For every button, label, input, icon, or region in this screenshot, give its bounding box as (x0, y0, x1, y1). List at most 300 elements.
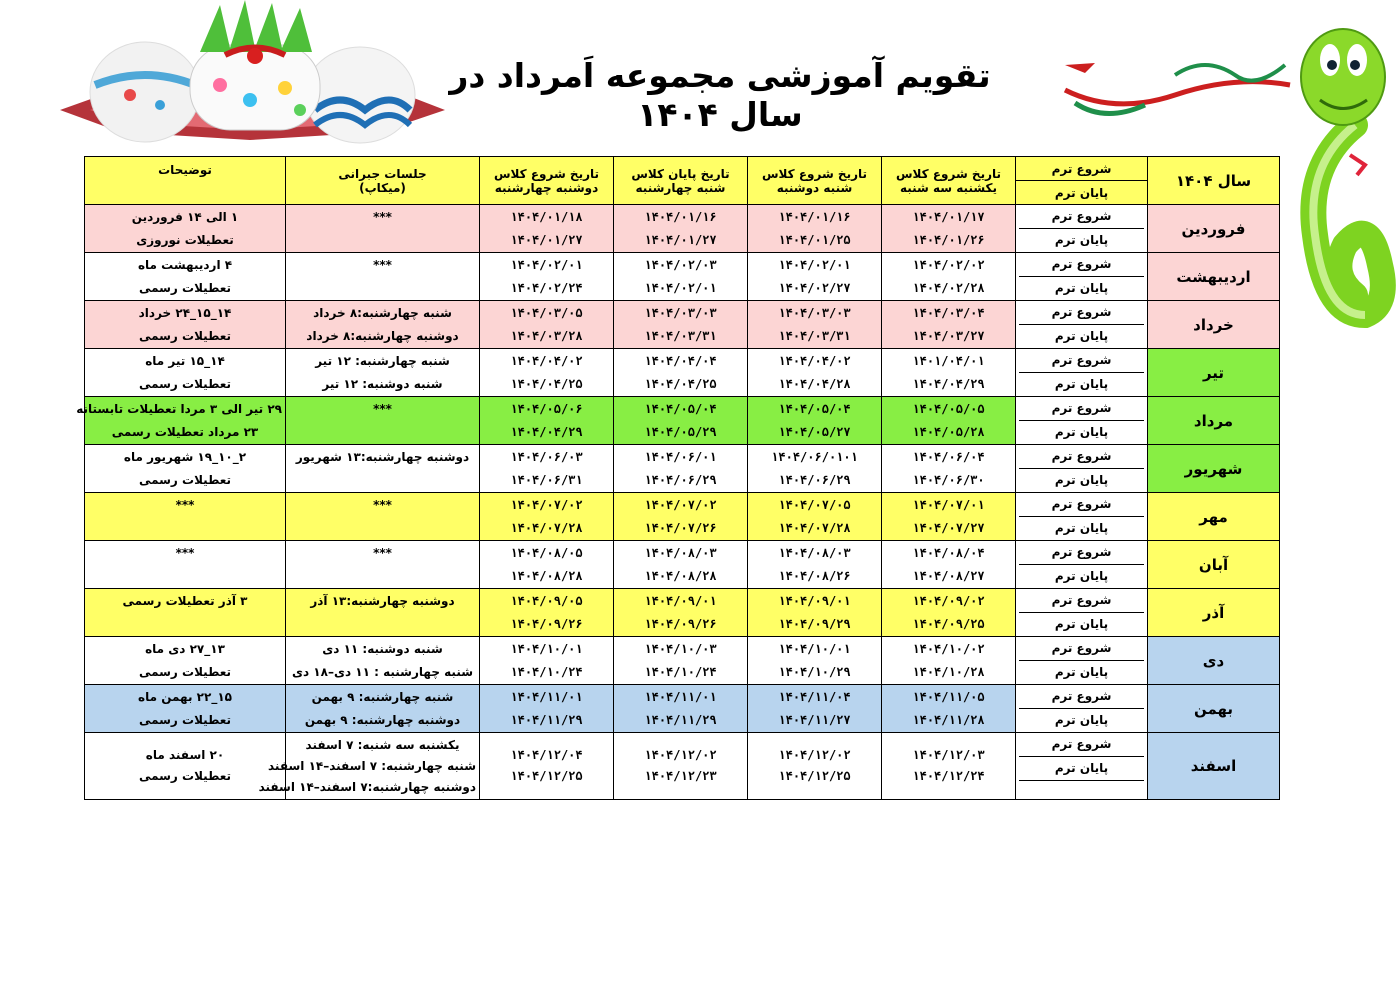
makeup-sessions (286, 493, 480, 541)
date-value: ۱۴۰۴/۰۹/۲۶ (644, 616, 717, 631)
makeup-line (289, 613, 476, 636)
date-value: ۱۴۰۴/۰۵/۲۸ (912, 424, 985, 439)
dates-sun-tue (882, 253, 1016, 301)
header-label-line: تاریخ شروع کلاس (896, 166, 1001, 181)
date-value: ۱۴۰۴/۰۳/۳۱ (644, 328, 717, 343)
makeup-line: *** (373, 257, 392, 272)
month-name: تیر (1148, 349, 1280, 397)
notes (85, 733, 286, 800)
header-col-sat-wed (614, 157, 748, 205)
dates-sat-wed (614, 493, 748, 541)
term-start-label: شروع ترم (1051, 401, 1112, 415)
makeup-line (289, 565, 476, 588)
term-labels (1016, 253, 1148, 301)
header-term-end: پایان ترم (1016, 181, 1148, 205)
date-value: ۱۴۰۴/۱۲/۲۴ (912, 769, 985, 783)
term-end-label: پایان ترم (1019, 276, 1144, 300)
makeup-line (289, 469, 476, 492)
dates-sat-mon (748, 541, 882, 589)
month-name: خرداد (1148, 301, 1280, 349)
date-value: ۱۴۰۴/۰۸/۰۳ (778, 545, 851, 560)
month-name: اردیبهشت (1148, 253, 1280, 301)
notes (85, 349, 286, 397)
term-end-label: پایان ترم (1019, 516, 1144, 540)
header-label-line: شنبه چهارشنبه (635, 180, 726, 195)
makeup-sessions (286, 397, 480, 445)
date-value: ۱۴۰۴/۰۸/۰۳ (644, 545, 717, 560)
note-line: ۱۵_۲۲ بهمن ماه (138, 689, 232, 704)
dates-mon-wed (480, 589, 614, 637)
notes (85, 541, 286, 589)
term-end-label: پایان ترم (1019, 468, 1144, 492)
date-value: ۱۴۰۴/۰۱/۱۷ (912, 209, 985, 224)
makeup-line (289, 517, 476, 540)
date-value: ۱۴۰۴/۰۳/۰۳ (778, 305, 851, 320)
term-end-label: پایان ترم (1019, 228, 1144, 252)
date-value: ۱۴۰۴/۱۲/۰۳ (912, 748, 985, 762)
date-value: ۱۴۰۴/۰۲/۰۱ (644, 280, 717, 295)
dates-sat-mon (748, 493, 882, 541)
makeup-line: دوشنبه چهارشنبه:۱۳ شهریور (295, 449, 470, 464)
date-value: ۱۴۰۴/۱۰/۲۴ (510, 664, 583, 679)
date-value: ۱۴۰۴/۰۷/۲۷ (912, 520, 985, 535)
dates-sat-wed (614, 445, 748, 493)
term-labels (1016, 301, 1148, 349)
notes (85, 205, 286, 253)
date-value: ۱۴۰۴/۰۳/۰۳ (644, 305, 717, 320)
makeup-sessions (286, 541, 480, 589)
date-value: ۱۴۰۴/۰۶/۰۴ (912, 449, 985, 464)
dates-mon-wed (480, 445, 614, 493)
term-start-label: شروع ترم (1051, 449, 1112, 463)
date-value: ۱۴۰۴/۰۱/۱۶ (644, 209, 717, 224)
date-value: ۱۴۰۴/۱۱/۲۷ (778, 712, 851, 727)
date-value: ۱۴۰۴/۰۹/۲۵ (912, 616, 985, 631)
note-line: تعطیلات رسمی (138, 472, 232, 487)
note-line: ۲۰ اسفند ماه (145, 748, 225, 762)
term-start-label: شروع ترم (1051, 353, 1112, 367)
date-value: ۱۴۰۴/۱۱/۰۴ (778, 689, 851, 704)
makeup-line: شنبه چهارشنبه: ۱۲ تیر (315, 353, 450, 368)
term-start-label: شروع ترم (1051, 593, 1112, 607)
makeup-line: شنبه چهارشنبه : ۱۱ دی–۱۸ دی (291, 664, 474, 679)
makeup-line: شنبه دوشنبه: ۱۲ تیر (322, 376, 443, 391)
date-value: ۱۴۰۴/۰۶/۳۰ (912, 472, 985, 487)
term-start-label: شروع ترم (1051, 689, 1112, 703)
header-label-line: (میکاپ) (359, 180, 406, 195)
header-row (85, 157, 1280, 181)
dates-sun-tue (882, 397, 1016, 445)
date-value: ۱۴۰۴/۱۲/۲۵ (510, 769, 583, 783)
month-row (85, 685, 1280, 733)
term-labels (1016, 445, 1148, 493)
note-line: ۲۹ تیر الی ۳ مردا تعطیلات تابستانه (76, 401, 282, 416)
date-value: ۱۴۰۴/۱۲/۲۳ (644, 769, 717, 783)
dates-sat-wed (614, 253, 748, 301)
makeup-line: دوشنبه چهارشنبه: ۹ بهمن (304, 712, 461, 727)
month-name: دی (1148, 637, 1280, 685)
note-line: *** (175, 497, 195, 512)
date-value: ۱۴۰۴/۰۷/۰۵ (778, 497, 851, 512)
page-title: تقویم آموزشی مجموعه اَمرداد در سال ۱۴۰۴ (449, 56, 991, 134)
dates-sat-wed (614, 637, 748, 685)
date-value: ۱۴۰۴/۰۸/۲۷ (912, 568, 985, 583)
date-value: ۱۴۰۴/۱۱/۲۸ (912, 712, 985, 727)
note-line: تعطیلات رسمی (138, 712, 232, 727)
header-col-makeup (286, 157, 480, 205)
new-year-greeting-calligraphy (1055, 45, 1305, 125)
date-value: ۱۴۰۴/۰۴/۲۹ (510, 424, 583, 439)
dates-sat-wed (614, 397, 748, 445)
date-value: ۱۴۰۴/۰۷/۰۱ (912, 497, 985, 512)
date-value: ۱۴۰۴/۰۳/۲۷ (912, 328, 985, 343)
date-value: ۱۴۰۴/۰۷/۲۸ (778, 520, 851, 535)
header-label-line: شنبه دوشنبه (776, 180, 853, 195)
notes (85, 301, 286, 349)
term-end-label: پایان ترم (1019, 660, 1144, 684)
date-value: ۱۴۰۴/۰۴/۰۲ (778, 353, 851, 368)
date-value: ۱۴۰۴/۰۴/۲۵ (510, 376, 583, 391)
term-end-label: پایان ترم (1019, 324, 1144, 348)
date-value: ۱۴۰۴/۰۲/۲۷ (778, 280, 851, 295)
dates-sat-wed (614, 541, 748, 589)
date-value: ۱۴۰۴/۱۲/۰۲ (778, 748, 851, 762)
term-labels (1016, 349, 1148, 397)
date-value: ۱۴۰۴/۰۲/۰۳ (644, 257, 717, 272)
makeup-line: شنبه چهارشنبه:۸ خرداد (313, 305, 452, 320)
date-value: ۱۴۰۴/۰۴/۲۸ (778, 376, 851, 391)
notes (85, 445, 286, 493)
date-value: ۱۴۰۴/۰۱/۲۷ (644, 232, 717, 247)
dates-mon-wed (480, 301, 614, 349)
makeup-line: دوشنبه چهارشنبه:۸ خرداد (306, 328, 459, 343)
dates-sun-tue (882, 205, 1016, 253)
dates-sat-mon (748, 253, 882, 301)
date-value: ۱۴۰۴/۱۰/۲۹ (778, 664, 851, 679)
dates-sun-tue (882, 685, 1016, 733)
makeup-line (289, 229, 476, 252)
date-value: ۱۴۰۴/۱۰/۰۱ (510, 641, 583, 656)
term-end-label: پایان ترم (1019, 564, 1144, 588)
academic-calendar-table (76, 156, 1280, 800)
date-value: ۱۴۰۴/۰۳/۲۸ (510, 328, 583, 343)
note-line: تعطیلات رسمی (138, 769, 232, 783)
dates-sat-mon (748, 733, 882, 800)
term-start-label: شروع ترم (1051, 209, 1112, 223)
makeup-sessions (286, 637, 480, 685)
date-value: ۱۴۰۴/۰۴/۲۵ (644, 376, 717, 391)
date-value: ۱۴۰۴/۰۹/۰۱ (644, 593, 717, 608)
date-value: ۱۴۰۴/۱۰/۰۱ (778, 641, 851, 656)
note-line: ۲_۱۰_۱۹ شهریور ماه (123, 449, 247, 464)
makeup-line (289, 277, 476, 300)
header-label-line: تاریخ پایان کلاس (631, 166, 730, 181)
date-value: ۱۴۰۴/۱۰/۰۲ (912, 641, 985, 656)
term-labels (1016, 397, 1148, 445)
makeup-sessions (258, 733, 480, 800)
dates-sat-mon (748, 685, 882, 733)
haft-seen-eggs-illustration (50, 0, 450, 148)
dates-sat-mon (748, 637, 882, 685)
month-name: مهر (1148, 493, 1280, 541)
month-row (85, 733, 1280, 800)
date-value: ۱۴۰۴/۰۱/۲۶ (912, 232, 985, 247)
dates-sat-mon (748, 349, 882, 397)
term-labels (1016, 205, 1148, 253)
notes (85, 493, 286, 541)
date-value: ۱۴۰۴/۰۳/۳۱ (778, 328, 851, 343)
term-end-label: پایان ترم (1019, 372, 1144, 396)
term-start-label: شروع ترم (1051, 257, 1112, 271)
dates-sat-wed (614, 205, 748, 253)
header-label-line: دوشنبه چهارشنبه (494, 180, 599, 195)
note-line: تعطیلات رسمی (138, 664, 232, 679)
date-value: ۱۴۰۴/۰۵/۰۶ (510, 401, 583, 416)
makeup-line: یکشنبه سه شنبه: ۷ اسفند (305, 737, 460, 752)
date-value: ۱۴۰۴/۰۸/۲۶ (778, 568, 851, 583)
term-end-label: پایان ترم (1019, 708, 1144, 732)
month-name: آذر (1148, 589, 1280, 637)
note-line: ۲۳ مرداد تعطیلات رسمی (111, 424, 259, 439)
date-value: ۱۴۰۴/۰۷/۰۲ (644, 497, 717, 512)
date-value: ۱۴۰۴/۰۷/۲۸ (510, 520, 583, 535)
date-value: ۱۴۰۴/۰۶/۰۱ (644, 449, 717, 464)
makeup-line: دوشنبه چهارشنبه:۷ اسفند–۱۴ اسفند (258, 779, 476, 794)
date-value: ۱۴۰۴/۱۲/۰۲ (644, 748, 717, 762)
dates-mon-wed (480, 493, 614, 541)
note-line: ۱۴_۱۵_۲۴ خرداد (138, 305, 232, 320)
term-labels (1016, 493, 1148, 541)
note-line (88, 565, 282, 588)
month-name: آبان (1148, 541, 1280, 589)
date-value: ۱۴۰۴/۰۹/۰۱ (778, 593, 851, 608)
makeup-sessions (286, 349, 480, 397)
notes (85, 589, 286, 637)
month-row (85, 205, 1280, 253)
date-value: ۱۴۰۴/۱۰/۲۴ (644, 664, 717, 679)
notes (76, 397, 286, 445)
term-labels (1016, 637, 1148, 685)
makeup-sessions (286, 589, 480, 637)
makeup-sessions (286, 205, 480, 253)
date-value: ۱۴۰۴/۰۲/۲۴ (510, 280, 583, 295)
date-value: ۱۴۰۴/۰۵/۲۹ (644, 424, 717, 439)
dates-sun-tue (882, 589, 1016, 637)
date-value: ۱۴۰۴/۱۰/۰۳ (644, 641, 717, 656)
month-row (85, 637, 1280, 685)
header-col-mon-wed (480, 157, 614, 205)
date-value: ۱۴۰۴/۰۶/۰۱۰۱ (771, 449, 858, 464)
date-value: ۱۴۰۴/۰۲/۰۱ (778, 257, 851, 272)
dates-sat-wed (614, 589, 748, 637)
date-value: ۱۴۰۴/۱۱/۰۵ (912, 689, 985, 704)
date-value: ۱۴۰۴/۰۱/۱۶ (778, 209, 851, 224)
dates-sat-wed (614, 685, 748, 733)
date-value: ۱۴۰۴/۱۰/۲۸ (912, 664, 985, 679)
date-value: ۱۴۰۴/۱۱/۰۱ (644, 689, 717, 704)
header-label-line: تاریخ شروع کلاس (494, 166, 599, 181)
dates-mon-wed (480, 349, 614, 397)
date-value: ۱۴۰۴/۱۱/۲۹ (510, 712, 583, 727)
date-value: ۱۴۰۴/۰۹/۰۲ (912, 593, 985, 608)
note-line: تعطیلات رسمی (138, 328, 232, 343)
header-label-line: یکشنبه سه شنبه (899, 180, 998, 195)
date-value: ۱۴۰۴/۰۵/۰۴ (778, 401, 851, 416)
term-start-label: شروع ترم (1051, 545, 1112, 559)
term-start-label: شروع ترم (1051, 737, 1112, 751)
date-value: ۱۴۰۴/۰۴/۰۲ (510, 353, 583, 368)
dates-sun-tue (882, 445, 1016, 493)
dates-sat-wed (614, 733, 748, 800)
header-term-start: شروع ترم (1016, 157, 1148, 181)
term-end-label: پایان ترم (1019, 420, 1144, 444)
date-value: ۱۴۰۴/۰۶/۰۳ (510, 449, 583, 464)
header-col-notes: توضیحات (85, 157, 286, 205)
dates-sat-wed (614, 301, 748, 349)
term-labels (1016, 733, 1148, 800)
notes (85, 253, 286, 301)
date-value: ۱۴۰۴/۰۶/۲۹ (778, 472, 851, 487)
cartoon-snake-illustration (1285, 15, 1395, 335)
dates-sun-tue (882, 493, 1016, 541)
term-end-label: پایان ترم (1019, 756, 1144, 780)
date-value: ۱۴۰۴/۰۴/۲۹ (912, 376, 985, 391)
dates-sat-mon (748, 205, 882, 253)
dates-mon-wed (480, 733, 614, 800)
date-value: ۱۴۰۴/۰۶/۳۱ (510, 472, 583, 487)
note-line (88, 517, 282, 540)
dates-sun-tue (882, 637, 1016, 685)
dates-sat-mon (748, 589, 882, 637)
date-value: ۱۴۰۴/۰۱/۲۷ (510, 232, 583, 247)
makeup-sessions (286, 445, 480, 493)
month-row (85, 541, 1280, 589)
month-row (85, 253, 1280, 301)
date-value: ۱۴۰۴/۰۸/۲۸ (644, 568, 717, 583)
makeup-line: *** (373, 209, 392, 224)
month-name: بهمن (1148, 685, 1280, 733)
date-value: ۱۴۰۴/۰۲/۲۸ (912, 280, 985, 295)
term-end-label: پایان ترم (1019, 612, 1144, 636)
makeup-sessions (286, 301, 480, 349)
dates-mon-wed (480, 205, 614, 253)
date-value: ۱۴۰۴/۱۲/۰۴ (510, 748, 583, 762)
date-value: ۱۴۰۴/۰۲/۰۱ (510, 257, 583, 272)
date-value: ۱۴۰۴/۰۸/۰۴ (912, 545, 985, 560)
date-value: ۱۴۰۴/۰۷/۲۶ (644, 520, 717, 535)
note-line: ۱ الی ۱۴ فروردین (131, 209, 239, 224)
date-value: ۱۴۰۴/۰۵/۲۷ (778, 424, 851, 439)
makeup-sessions (286, 253, 480, 301)
header-col-sat-mon (748, 157, 882, 205)
makeup-line: *** (373, 401, 392, 416)
date-value: ۱۴۰۴/۰۲/۰۲ (912, 257, 985, 272)
header-year: سال ۱۴۰۴ (1148, 157, 1280, 205)
month-name: اسفند (1148, 733, 1280, 800)
month-name: فروردین (1148, 205, 1280, 253)
dates-sun-tue (882, 733, 1016, 800)
date-value: ۱۴۰۴/۱۱/۰۱ (510, 689, 583, 704)
note-line: تعطیلات رسمی (138, 280, 232, 295)
notes (85, 637, 286, 685)
dates-sun-tue (882, 541, 1016, 589)
date-value: ۱۴۰۴/۰۵/۰۴ (644, 401, 717, 416)
makeup-line: *** (373, 497, 392, 512)
dates-mon-wed (480, 685, 614, 733)
dates-mon-wed (480, 637, 614, 685)
note-line: ۱۳_۲۷ دی ماه (145, 641, 225, 656)
month-name: مرداد (1148, 397, 1280, 445)
note-line: *** (175, 545, 195, 560)
date-value: ۱۴۰۴/۱۲/۲۵ (778, 769, 851, 783)
note-line (88, 613, 282, 636)
date-value: ۱۴۰۴/۰۹/۲۶ (510, 616, 583, 631)
month-row (85, 301, 1280, 349)
notes (85, 685, 286, 733)
date-value: ۱۴۰۴/۱۱/۲۹ (644, 712, 717, 727)
date-value: ۱۴۰۴/۰۱/۲۵ (778, 232, 851, 247)
date-value: ۱۴۰۴/۰۹/۰۵ (510, 593, 583, 608)
term-start-label: شروع ترم (1051, 305, 1112, 319)
dates-sun-tue (882, 349, 1016, 397)
date-value: ۱۴۰۴/۰۸/۰۵ (510, 545, 583, 560)
month-name: شهریور (1148, 445, 1280, 493)
month-row (85, 589, 1280, 637)
header-label-line: تاریخ شروع کلاس (762, 166, 867, 181)
dates-sat-mon (748, 301, 882, 349)
dates-mon-wed (480, 541, 614, 589)
date-value: ۱۴۰۴/۰۱/۱۸ (510, 209, 583, 224)
month-row (85, 493, 1280, 541)
date-value: ۱۴۰۱/۰۴/۰۱ (912, 353, 985, 368)
dates-mon-wed (480, 253, 614, 301)
header-col-sun-tue (882, 157, 1016, 205)
makeup-line: دوشنبه چهارشنبه:۱۳ آذر (310, 593, 455, 608)
date-value: ۱۴۰۴/۰۳/۰۴ (912, 305, 985, 320)
month-row (85, 349, 1280, 397)
makeup-line: شنبه چهارشنبه: ۹ بهمن (311, 689, 454, 704)
date-value: ۱۴۰۴/۰۸/۲۸ (510, 568, 583, 583)
term-labels (1016, 685, 1148, 733)
dates-sat-mon (748, 397, 882, 445)
date-value: ۱۴۰۴/۰۴/۰۴ (644, 353, 717, 368)
date-value: ۱۴۰۴/۰۹/۲۹ (778, 616, 851, 631)
date-value: ۱۴۰۴/۰۳/۰۵ (510, 305, 583, 320)
date-value: ۱۴۰۴/۰۷/۰۲ (510, 497, 583, 512)
makeup-sessions (286, 685, 480, 733)
note-line: ۱۴_۱۵ تیر ماه (145, 353, 225, 368)
note-line: تعطیلات رسمی (138, 376, 232, 391)
date-value: ۱۴۰۴/۰۶/۲۹ (644, 472, 717, 487)
note-line: ۴ اردیبهشت ماه (137, 257, 233, 272)
dates-sun-tue (882, 301, 1016, 349)
term-start-label: شروع ترم (1051, 641, 1112, 655)
dates-sat-wed (614, 349, 748, 397)
date-value: ۱۴۰۴/۰۵/۰۵ (912, 401, 985, 416)
term-labels (1016, 541, 1148, 589)
note-line: ۳ آذر تعطیلات رسمی (122, 593, 248, 608)
term-labels (1016, 589, 1148, 637)
month-row (85, 397, 1280, 445)
makeup-line: شنبه دوشنبه: ۱۱ دی (322, 641, 443, 656)
makeup-line (289, 421, 476, 444)
makeup-line: *** (373, 545, 392, 560)
makeup-line: شنبه چهارشنبه: ۷ اسفند–۱۴ اسفند (268, 758, 476, 773)
dates-sat-mon (748, 445, 882, 493)
month-row (85, 445, 1280, 493)
term-start-label: شروع ترم (1051, 497, 1112, 511)
note-line: تعطیلات نوروزی (136, 232, 234, 247)
